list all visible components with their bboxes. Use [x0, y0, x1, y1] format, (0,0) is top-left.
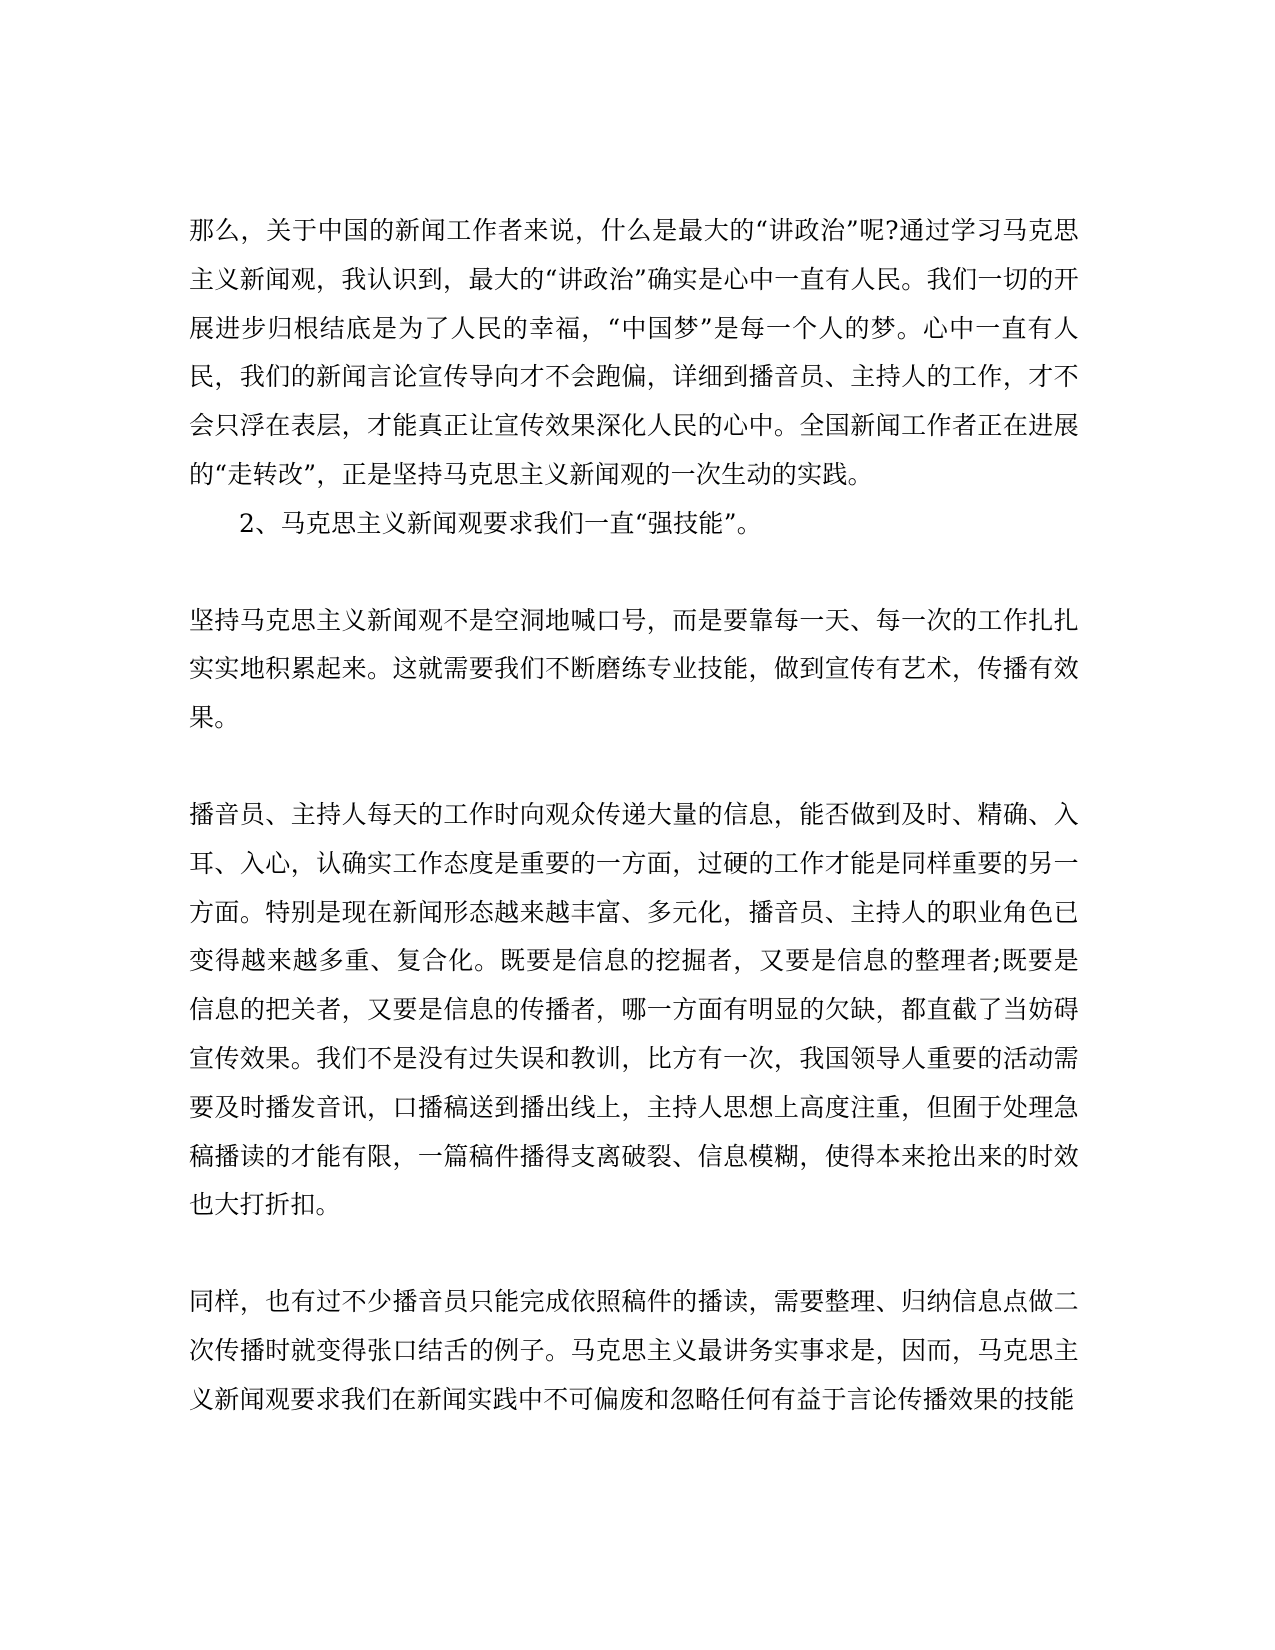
paragraph-political-stance: 那么，关于中国的新闻工作者来说，什么是最大的“讲政治”呢?通过学习马克思主义新闻观，我认识到，最大的“讲政治”确实是心中一直有人民。我们一切的开展进步归根结底是为了人民的幸福，“中国梦”是每一个人的梦。心中一直有人民，我们的新闻言论宣传导向才不会跑偏，详细到播音员、主持人的工作，才不会只浮在表层，才能真正让宣传效果深化人民的心中。全国新闻工作者正在进展的“走转改”，正是坚持马克思主义新闻观的一次生动的实践。 — [189, 216, 1079, 489]
section-heading-skills: 2、马克思主义新闻观要求我们一直“强技能”。 — [239, 508, 763, 538]
document-body — [189, 207, 1079, 1425]
paragraph-spacer — [189, 743, 1079, 791]
paragraph-spacer — [189, 1230, 1079, 1278]
paragraph-similar-cases: 同样，也有过不少播音员只能完成依照稿件的播读，需要整理、归纳信息点做二次传播时就变得张口结舌的例子。马克思主义最讲务实事求是，因而，马克思主义新闻观要求我们在新闻实践中不可偏废和忽略任何有益于言论传播效果的技能 — [189, 1287, 1079, 1414]
paragraph-announcer-duties: 播音员、主持人每天的工作时向观众传递大量的信息，能否做到及时、精确、入耳、入心，认确实工作态度是重要的一方面，过硬的工作才能是同样重要的另一方面。特别是现在新闻形态越来越丰富、多元化，播音员、主持人的职业角色已变得越来越多重、复合化。既要是信息的挖掘者，又要是信息的整理者;既要是信息的把关者，又要是信息的传播者，哪一方面有明显的欠缺，都直截了当妨碍宣传效果。我们不是没有过失误和教训，比方有一次，我国领导人重要的活动需要及时播发音讯，口播稿送到播出线上，主持人思想上高度注重，但囿于处理急稿播读的才能有限，一篇稿件播得支离破裂、信息模糊，使得本来抢出来的时效也大打折扣。 — [189, 799, 1079, 1220]
paragraph-practice: 坚持马克思主义新闻观不是空洞地喊口号，而是要靠每一天、每一次的工作扎扎实实地积累起来。这就需要我们不断磨练专业技能，做到宣传有艺术，传播有效果。 — [189, 605, 1079, 733]
paragraph-spacer — [189, 549, 1079, 597]
